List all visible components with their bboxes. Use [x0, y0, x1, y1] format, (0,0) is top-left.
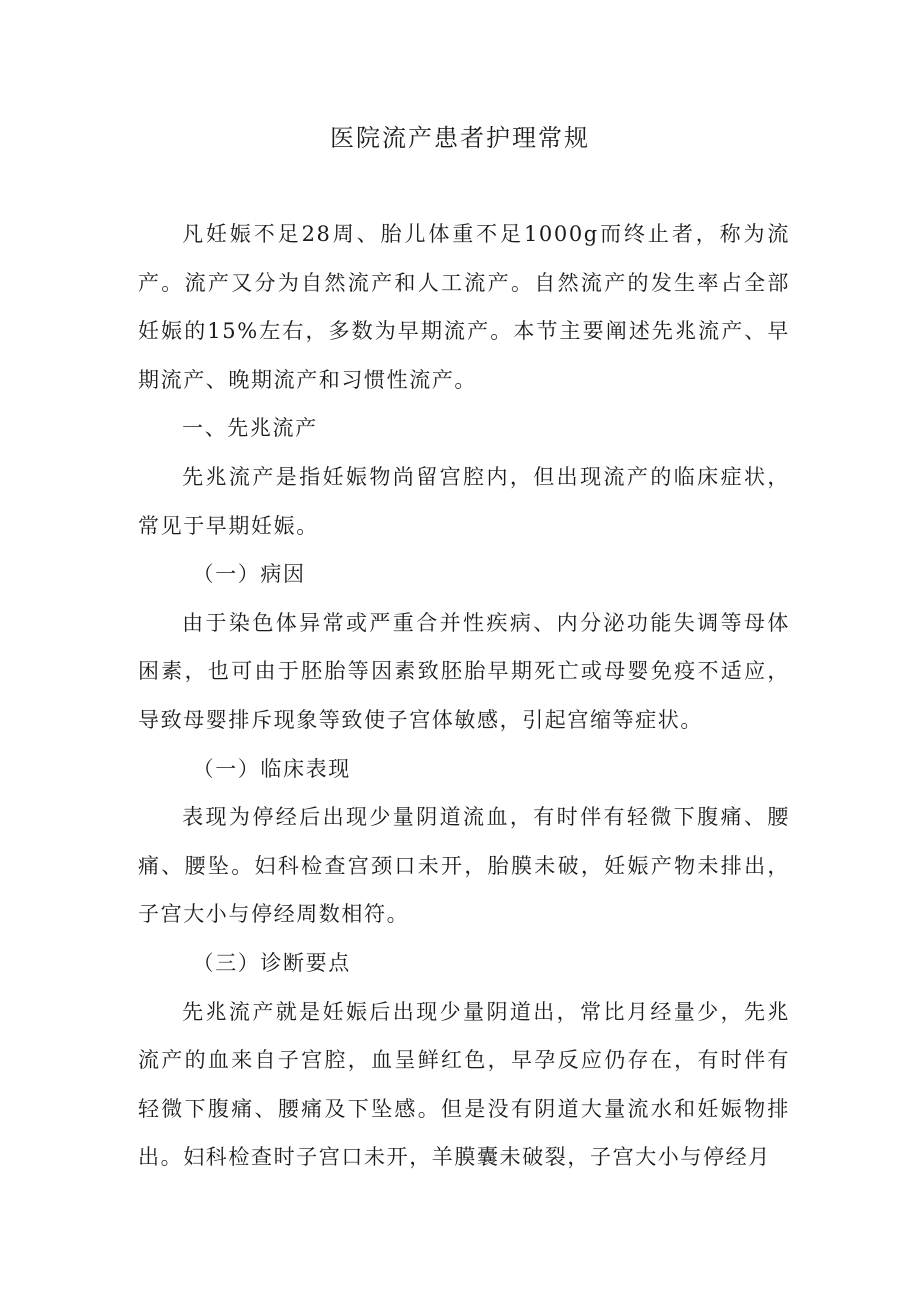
paragraph-definition: 凡妊娠不足28周、胎儿体重不足1000g而终止者，称为流产。流产又分为自然流产和人工流产。自然流产的发生率占全部妊娠的15%左右，多数为早期流产。本节主要阐述先兆流产、早期流产、晚期流产和习惯性流产。	[138, 222, 790, 392]
document-body	[138, 210, 790, 1182]
paragraph-etiology: 由于染色体异常或严重合并性疾病、内分泌功能失调等母体困素，也可由于胚胎等因素致胚胎早期死亡或母婴免疫不适应，导致母婴排斥现象等致使子宫体敏感，引起宫缩等症状。	[138, 610, 790, 732]
section-heading-threatened-abortion: 一、先兆流产	[182, 416, 318, 441]
paragraph-clinical-manifestations: 表现为停经后出现少量阴道流血，有时伴有轻微下腹痛、腰痛、腰坠。妇科检查宫颈口未开，胎膜未破，妊娠产物未排出，子宫大小与停经周数相符。	[138, 805, 790, 927]
subheading-clinical-manifestations: （一）临床表现	[192, 756, 351, 781]
subheading-diagnosis: （三）诊断要点	[192, 950, 351, 975]
paragraph-threatened-definition: 先兆流产是指妊娠物尚留宫腔内，但出现流产的临床症状，常见于早期妊娠。	[138, 464, 790, 538]
paragraph-diagnosis: 先兆流产就是妊娠后出现少量阴道出，常比月经量少，先兆流产的血来自子宫腔，血呈鲜红色，早孕反应仍存在，有时伴有轻微下腹痛、腰痛及下坠感。但是没有阴道大量流水和妊娠物排出。妇科检查时子宫口未开，羊膜囊未破裂，子宫大小与停经月	[138, 999, 790, 1170]
subheading-etiology: （一）病因	[192, 562, 306, 587]
document-title: 医院流产患者护理常规	[330, 124, 590, 152]
